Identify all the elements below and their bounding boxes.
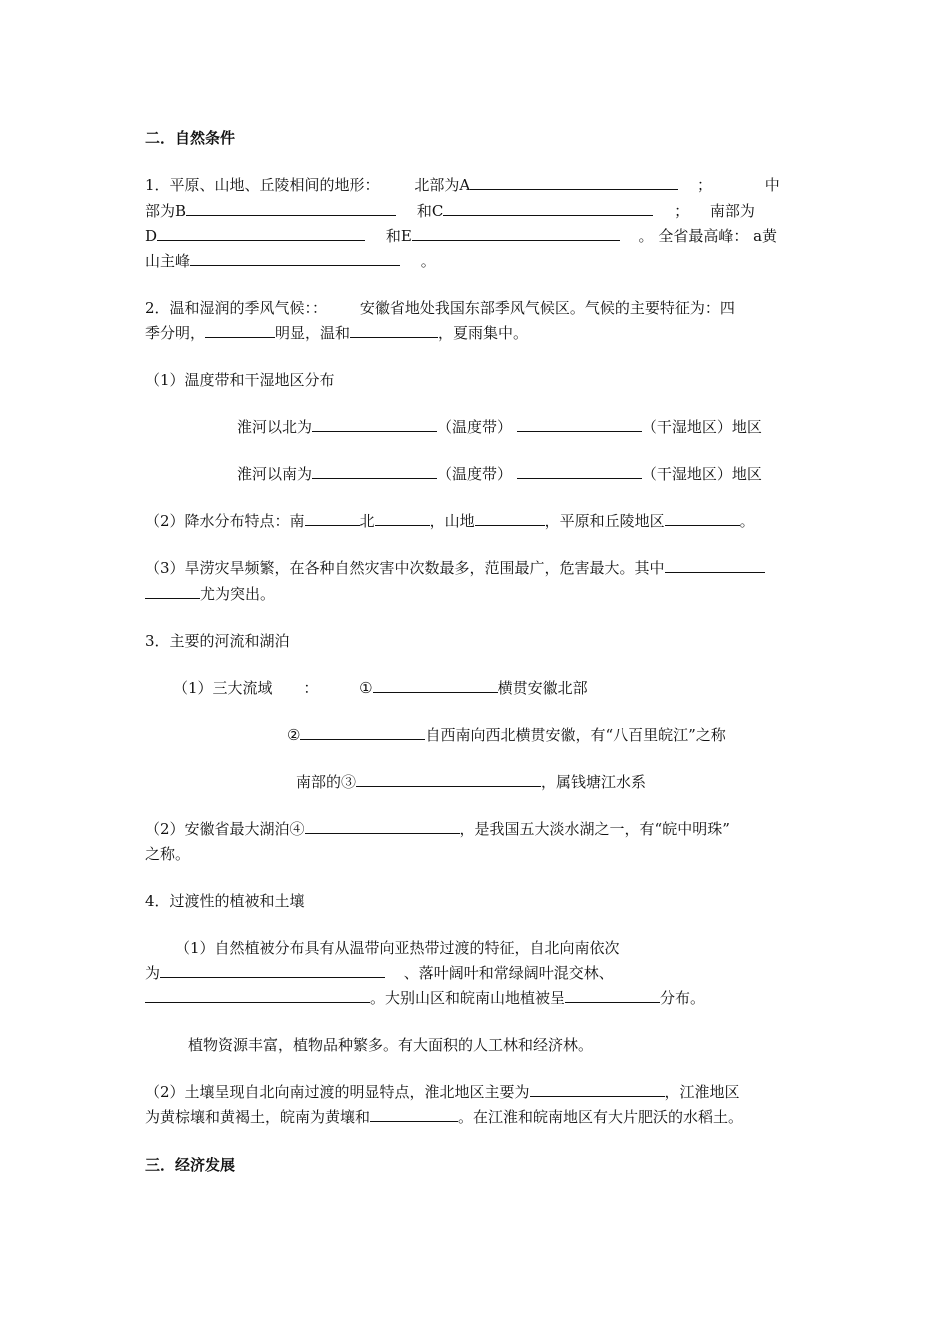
- item2-line2: [145, 322, 528, 344]
- blank-season: [205, 322, 275, 338]
- soil-line1: [145, 1081, 740, 1103]
- blank-lake: [305, 818, 460, 834]
- south-huai-line: [237, 463, 762, 485]
- rivers-line3: [296, 771, 646, 793]
- item2-sub3: [145, 557, 765, 579]
- rivers-colon: ：: [303, 679, 319, 697]
- item2-label: 2．温和湿润的季风气候：：: [145, 299, 328, 317]
- blank-e: [412, 225, 620, 241]
- item1-label: 1．平原、山地、丘陵相间的地形：: [145, 176, 380, 194]
- item3-label: 3．主要的河流和湖泊: [145, 632, 290, 650]
- rivers-line2: [287, 724, 726, 746]
- river-3-marker: 南部的③: [296, 773, 357, 791]
- item1-end: 。: [420, 252, 436, 270]
- blank-river-2: [300, 724, 425, 740]
- blank-river-3: [356, 771, 541, 787]
- blank-disaster-2: [145, 583, 200, 599]
- blank-soil-2: [370, 1106, 458, 1122]
- item2-sub1: （1）温度带和干湿地区分布: [145, 371, 335, 389]
- soil-b: ，江淮地区: [664, 1083, 740, 1101]
- blank-soil-1: [530, 1081, 665, 1097]
- item1-line3: [145, 225, 777, 247]
- temp-belt-label: （温度带）: [437, 418, 513, 436]
- veg-line4: 植物资源丰富，植物品种繁多。有大面积的人工林和经济林。: [188, 1036, 594, 1054]
- soil-l6b: 。在江淮和皖南地区有大片肥沃的水稻土。: [458, 1108, 744, 1126]
- item2-l2b: 明显，温和: [275, 324, 351, 342]
- item1-peak2: 山主峰: [145, 252, 191, 270]
- blank-b: [186, 200, 396, 216]
- item1-peak: 。 全省最高峰： a黄: [638, 227, 778, 245]
- soil-line2: [145, 1106, 743, 1128]
- blank-south-temp: [312, 463, 437, 479]
- semicolon: ；: [696, 176, 712, 194]
- veg-sub1: （1）自然植被分布具有从温带向亚热带过渡的特征，自北向南依次: [175, 939, 620, 957]
- item2-sub3-line2: [145, 583, 275, 605]
- soil-label: （2）土壤呈现自北向南过渡的明显特点，淮北地区主要为: [145, 1083, 530, 1101]
- blank-mild: [350, 322, 438, 338]
- blank-mountain: [475, 510, 545, 526]
- item1-mid: 中: [764, 176, 780, 194]
- blank-c: [443, 200, 653, 216]
- veg-l2b: 、落叶阔叶和常绿阔叶混交林、: [403, 964, 614, 982]
- sub2-e: 。: [739, 512, 755, 530]
- veg-l3b: 分布。: [660, 989, 706, 1007]
- river-1-desc: 横贯安徽北部: [497, 679, 588, 697]
- soil-l6a: 为黄棕壤和黄褐土，皖南为黄壤和: [145, 1108, 371, 1126]
- item2-desc: 安徽省地处我国东部季风气候区。气候的主要特征为：四: [359, 299, 735, 317]
- item1-north: 北部为A: [414, 176, 471, 194]
- dry-wet-label-2: （干湿地区）地区: [641, 465, 762, 483]
- sub2-c: ，山地: [429, 512, 475, 530]
- semicolon-2: ；: [674, 202, 690, 220]
- temp-belt-label-2: （温度带）: [437, 465, 513, 483]
- blank-south-dry: [517, 463, 642, 479]
- dry-wet-label: （干湿地区）地区: [641, 418, 762, 436]
- blank-veg-1: [160, 962, 385, 978]
- blank-north-dry: [517, 416, 642, 432]
- river-3-desc: ，属钱塘江水系: [541, 773, 647, 791]
- item1-line2: [145, 200, 755, 222]
- veg-l3a: 。大别山区和皖南山地植被呈: [370, 989, 566, 1007]
- sub3-end: 尤为突出。: [200, 585, 276, 603]
- item2-sub2: [145, 510, 755, 532]
- rivers-sub1: （1）三大流域: [173, 679, 273, 697]
- south-huai-label: 淮河以南为: [237, 465, 313, 483]
- river-1-marker: ①: [359, 679, 373, 697]
- sub2-a: （2）降水分布特点：南: [145, 512, 305, 530]
- north-huai-label: 淮河以北为: [237, 418, 313, 436]
- item1-mid-b: 部为B: [145, 202, 187, 220]
- blank-river-1: [373, 677, 498, 693]
- item1-d: D: [145, 227, 158, 245]
- blank-a: [470, 174, 678, 190]
- item2-l2a: 季分明，: [145, 324, 206, 342]
- sub2-b: 北: [359, 512, 375, 530]
- blank-peak: [190, 250, 400, 266]
- sub3-text: （3）旱涝灾旱频繁，在各种自然灾害中次数最多，范围最广，危害最大。其中: [145, 559, 665, 577]
- item4-label: 4．过渡性的植被和土壤: [145, 892, 305, 910]
- item1-and-c: 和C: [416, 202, 444, 220]
- blank-d: [157, 225, 365, 241]
- blank-north-rain: [375, 510, 430, 526]
- item1-line4: [145, 250, 436, 272]
- river-2-desc: 自西南向西北横贯安徽，有“八百里皖江”之称: [425, 726, 726, 744]
- section-3-heading: 三．经济发展: [145, 1156, 236, 1174]
- blank-north-temp: [312, 416, 437, 432]
- lake-end: 之称。: [145, 845, 191, 863]
- rivers-line1: [173, 677, 588, 699]
- item2-l2c: ，夏雨集中。: [438, 324, 529, 342]
- item1-south: 南部为: [709, 202, 755, 220]
- lake-desc: ，是我国五大淡水湖之一，有“皖中明珠”: [459, 820, 730, 838]
- blank-plain: [665, 510, 740, 526]
- lake-label: （2）安徽省最大湖泊④: [145, 820, 305, 838]
- sub2-d: ，平原和丘陵地区: [544, 512, 665, 530]
- blank-disaster: [665, 557, 765, 573]
- section-2-heading: 二．自然条件: [145, 129, 236, 147]
- item1-and-e: 和E: [385, 227, 412, 245]
- blank-south-rain: [305, 510, 360, 526]
- river-2-marker: ②: [287, 726, 301, 744]
- veg-line3: [145, 987, 705, 1009]
- item1-line1: [145, 174, 780, 196]
- blank-veg-2: [145, 987, 370, 1003]
- veg-l2a: 为: [145, 964, 161, 982]
- lake-line1: [145, 818, 730, 840]
- north-huai-line: [237, 416, 762, 438]
- item2-line1: [145, 297, 735, 319]
- blank-veg-3: [565, 987, 660, 1003]
- veg-line2: [145, 962, 614, 984]
